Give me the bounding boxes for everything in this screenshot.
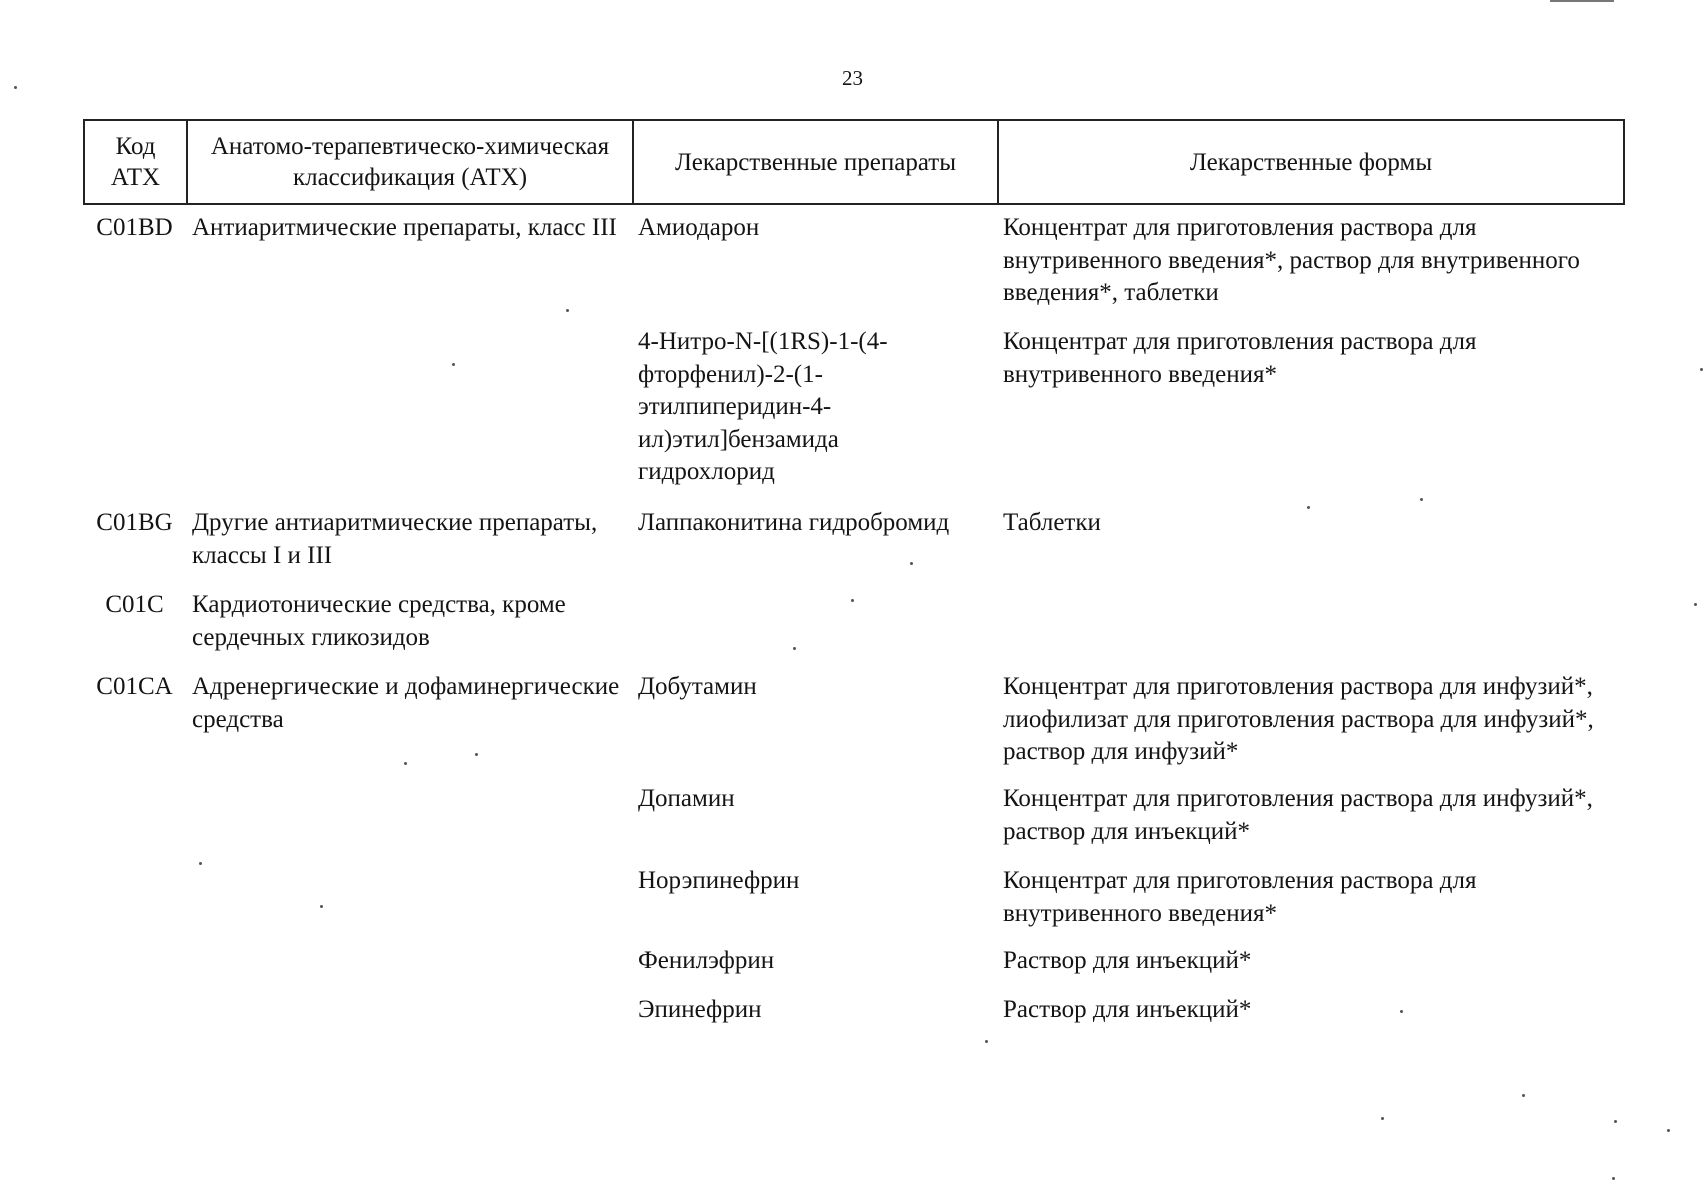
table-row: [83, 326, 1625, 507]
drug-name: [632, 589, 997, 671]
atc-classification: Адренергические и дофаминергические средства: [192, 673, 620, 733]
scan-speck: [14, 86, 17, 89]
atc-code: C01CA: [96, 673, 173, 700]
header-drugs: Лекарственные препараты: [634, 121, 999, 203]
atc-classification: Кардиотонические средства, кроме сердечных гликозидов: [192, 591, 566, 651]
table-row: [83, 783, 1625, 865]
atc-code: C01BG: [96, 509, 173, 536]
dosage-forms: Концентрат для приготовления раствора для внутривенного введения*: [1003, 867, 1477, 927]
drug-name: Фенилэфрин: [638, 947, 775, 974]
table-row: [83, 212, 1625, 326]
drug-name: Эпинефрин: [638, 996, 762, 1023]
atc-classification: Другие антиаритмические препараты, классы I и III: [192, 509, 598, 569]
scan-speck: [404, 762, 407, 765]
page-number: 23: [842, 66, 863, 90]
table-header: [83, 119, 1625, 205]
header-classification: Анатомо-терапевтическо-химическая классификация (АТХ): [188, 121, 634, 203]
atc-classification: [186, 326, 632, 507]
table-body: [83, 212, 1625, 1043]
dosage-forms: Раствор для инъекций*: [1003, 996, 1252, 1023]
dosage-forms: Концентрат для приготовления раствора для внутривенного введения*, раствор для внутривенного введения*, таблетки: [1003, 214, 1580, 306]
scan-speck: [1700, 368, 1703, 371]
scan-speck: [199, 862, 202, 865]
table-row: [83, 671, 1625, 783]
table-row: [83, 994, 1625, 1043]
scan-speck: [1694, 603, 1697, 606]
scan-speck: [1307, 506, 1310, 509]
drug-name: Добутамин: [638, 673, 757, 700]
dosage-forms: Раствор для инъекций*: [1003, 947, 1252, 974]
atc-code: [83, 945, 186, 994]
scan-speck: [452, 363, 455, 366]
scan-speck: [1420, 498, 1423, 501]
table-row: [83, 589, 1625, 671]
scan-speck: [1667, 1129, 1670, 1132]
dosage-forms: Концентрат для приготовления раствора для инфузий*, раствор для инъекций*: [1003, 785, 1593, 845]
atc-code: [83, 326, 186, 507]
table-row: [83, 865, 1625, 945]
atc-classification: Антиаритмические препараты, класс III: [192, 214, 617, 241]
scan-speck: [566, 309, 569, 312]
header-forms: Лекарственные формы: [1189, 148, 1433, 176]
atc-classification: [186, 994, 632, 1043]
scan-speck: [1614, 1120, 1617, 1123]
atc-classification: [186, 945, 632, 994]
scan-speck: [320, 905, 323, 908]
top-edge-mark: [1550, 0, 1614, 2]
dosage-forms: Таблетки: [1003, 509, 1101, 536]
scan-speck: [1400, 1010, 1403, 1013]
atc-classification: [186, 783, 632, 865]
dosage-forms: [997, 589, 1625, 671]
scan-speck: [985, 1040, 988, 1043]
scan-speck: [1522, 1094, 1525, 1097]
scan-speck: [851, 599, 854, 602]
atc-classification: [186, 865, 632, 945]
atc-code: C01C: [105, 591, 164, 618]
drug-name: Амиодарон: [638, 214, 760, 241]
atc-code: [83, 865, 186, 945]
scan-speck: [475, 753, 478, 756]
scan-speck: [1381, 1117, 1384, 1120]
atc-code: [83, 994, 186, 1043]
dosage-forms: Концентрат для приготовления раствора для внутривенного введения*: [1003, 328, 1477, 388]
atc-code: C01BD: [96, 214, 173, 241]
table-row: [83, 945, 1625, 994]
drug-name: Норэпинефрин: [638, 867, 800, 894]
scan-speck: [793, 647, 796, 650]
drug-name: Лаппаконитина гидробромид: [638, 509, 950, 536]
scan-speck: [910, 562, 913, 565]
atc-code: [83, 783, 186, 865]
dosage-forms: Концентрат для приготовления раствора для инфузий*, лиофилизат для приготовления раствора для инфузий*, раствор для инфузий*: [1003, 673, 1594, 765]
scan-speck: [1612, 1177, 1615, 1180]
table-row: [83, 507, 1625, 589]
drug-name: 4-Нитро-N-[(1RS)-1-(4- фторфенил)-2-(1- этилпиперидин-4- ил)этил]бензамида гидрохлорид: [638, 328, 888, 485]
drug-name: Допамин: [638, 785, 735, 812]
header-code: Код АТХ: [85, 121, 188, 203]
